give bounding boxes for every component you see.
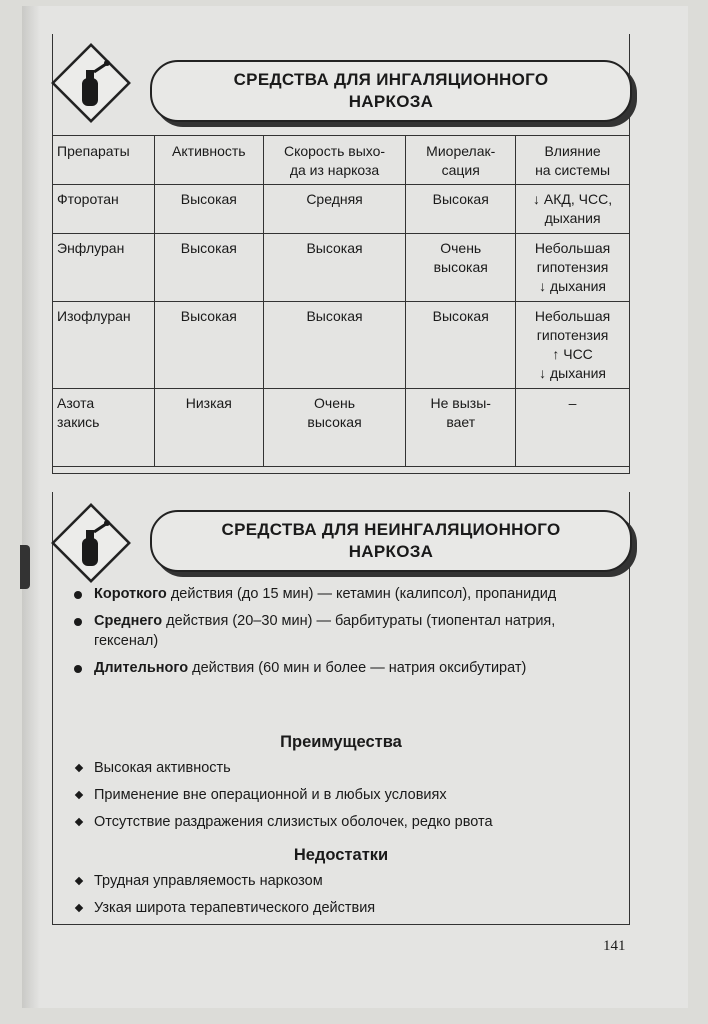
bullet-icon xyxy=(74,665,82,673)
list-item: Трудная управляемость наркозом xyxy=(70,871,620,891)
diamond-bullet-icon xyxy=(75,818,83,826)
non-inhalation-title-line2: НАРКОЗА xyxy=(348,542,434,561)
gas-cylinder-icon xyxy=(48,40,134,126)
table-cell: Высокая xyxy=(154,234,263,302)
gas-cylinder-icon xyxy=(48,500,134,586)
duration-list xyxy=(70,584,620,685)
list-item: Применение вне операционной и в любых условиях xyxy=(70,785,620,805)
list-item: Длительного действия (60 мин и более — натрия оксибутират) xyxy=(70,658,620,678)
table-cell: Азота закись xyxy=(53,389,155,467)
column-header: Скорость выхо- да из наркоза xyxy=(263,136,406,185)
table-cell: Низкая xyxy=(154,389,263,467)
page-spine-shadow xyxy=(22,6,40,1008)
column-header: Влияние на системы xyxy=(516,136,630,185)
table-header-row xyxy=(53,136,630,185)
table-cell: Не вызы- вает xyxy=(406,389,516,467)
diamond-bullet-icon xyxy=(75,904,83,912)
bullet-icon xyxy=(74,618,82,626)
table-row xyxy=(53,234,630,302)
inhalation-title-line2: НАРКОЗА xyxy=(348,92,434,111)
advantages-list xyxy=(70,758,620,839)
diamond-bullet-icon xyxy=(75,764,83,772)
table-cell: – xyxy=(516,389,630,467)
table-cell: Высокая xyxy=(406,185,516,234)
table-cell: Изофлуран xyxy=(53,302,155,389)
column-header: Активность xyxy=(154,136,263,185)
table-cell: Средняя xyxy=(263,185,406,234)
list-item: Отсутствие раздражения слизистых оболочек, редко рвота xyxy=(70,812,620,832)
table-cell: Небольшая гипотензия ↑ ЧСС ↓ дыхания xyxy=(516,302,630,389)
list-item: Короткого действия (до 15 мин) — кетамин (калипсол), пропанидид xyxy=(70,584,620,604)
list-item: Высокая активность xyxy=(70,758,620,778)
table-cell: Высокая xyxy=(406,302,516,389)
page-number: 141 xyxy=(603,938,626,954)
table-cell: Очень высокая xyxy=(263,389,406,467)
table-cell: Высокая xyxy=(154,185,263,234)
page-edge-tab xyxy=(20,545,30,589)
list-item: Среднего действия (20–30 мин) — барбитураты (тиопентал натрия, гексенал) xyxy=(70,611,620,651)
table-cell: Небольшая гипотензия ↓ дыхания xyxy=(516,234,630,302)
table-cell: Высокая xyxy=(263,234,406,302)
inhalation-agents-table xyxy=(52,135,630,467)
table-cell: ↓ АКД, ЧСС, дыхания xyxy=(516,185,630,234)
non-inhalation-title-banner xyxy=(150,510,632,572)
inhalation-title-banner xyxy=(150,60,632,122)
table-row xyxy=(53,185,630,234)
table-cell: Фторотан xyxy=(53,185,155,234)
table-cell: Очень высокая xyxy=(406,234,516,302)
table-cell: Энфлуран xyxy=(53,234,155,302)
table-row xyxy=(53,302,630,389)
table-cell: Высокая xyxy=(154,302,263,389)
list-item: Узкая широта терапевтического действия xyxy=(70,898,620,918)
diamond-bullet-icon xyxy=(75,877,83,885)
advantages-heading: Преимущества xyxy=(280,733,402,751)
column-header: Препараты xyxy=(53,136,155,185)
disadvantages-heading: Недостатки xyxy=(293,846,389,864)
non-inhalation-title-line1: СРЕДСТВА ДЛЯ НЕИНГАЛЯЦИОННОГО xyxy=(221,520,561,539)
diamond-bullet-icon xyxy=(75,791,83,799)
disadvantages-list xyxy=(70,871,620,925)
inhalation-title-line1: СРЕДСТВА ДЛЯ ИНГАЛЯЦИОННОГО xyxy=(233,70,549,89)
column-header: Миорелак- сация xyxy=(406,136,516,185)
bullet-icon xyxy=(74,591,82,599)
table-cell: Высокая xyxy=(263,302,406,389)
table-row xyxy=(53,389,630,467)
